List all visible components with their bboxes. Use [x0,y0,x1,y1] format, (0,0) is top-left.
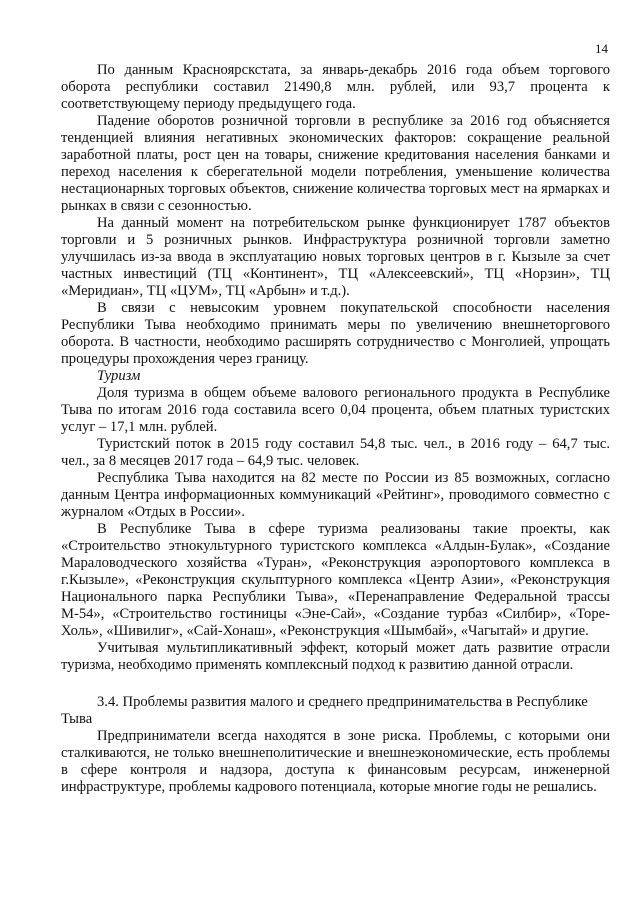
paragraph-consumer-market: На данный момент на потребительском рынке функционирует 1787 объектов торговли и 5 розничных рынков. Инфраструктура розничной торговли заметно улучшилась из-за ввода в эксплуатацию новых торговых центров в г. Кызыле за счет частных инвестиций (ТЦ «Континент», ТЦ «Алексеевский», ТЦ «Норзин», ТЦ «Меридиан», ТЦ «ЦУМ», ТЦ «Арбын» и т.д.). [61,215,610,299]
paragraph-trade-turnover: По данным Красноярскстата, за январь-декабрь 2016 года объем торгового оборота республики составил 21490,8 млн. рублей, или 93,7 процента к соответствующему периоду предыдущего года. [61,62,610,112]
paragraph-foreign-trade: В связи с невысоким уровнем покупательской способности населения Республики Тыва необходимо принимать меры по увеличению внешнеторгового оборота. В частности, необходимо расширять сотрудничество с Монголией, упрощать процедуры прохождения через границу. [61,300,610,367]
page-number: 14 [595,41,608,56]
paragraph-tourism-projects: В Республике Тыва в сфере туризма реализованы такие проекты, как «Строительство этнокультурного туристского комплекса «Алдын-Булак», «Создание Мараловодческого хозяйства «Туран», «Реконструкция аэропортового комплекса в г.Кызыле», «Реконструкция скульптурного комплекса «Центр Азии», «Реконструкция Национального парка Республики Тыва», «Перенаправление Федеральной трассы М-54», «Строительство гостиницы «Эне-Сай», «Создание турбаз «Силбир», «Торе-Холь», «Шивилиг», «Сай-Хонаш», «Реконструкция «Шымбай», «Чагытай» и другие. [61,521,610,639]
page-body [61,62,610,796]
paragraph-tourist-flow: Туристский поток в 2015 году составил 54,8 тыс. чел., в 2016 году – 64,7 тыс. чел., за 8 месяцев 2017 года – 64,9 тыс. человек. [61,436,610,469]
paragraph-retail-decline: Падение оборотов розничной торговли в республике за 2016 год объясняется тенденцией влияния негативных экономических факторов: сокращение реальной заработной платы, рост цен на товары, снижение кредитования населения банками и переход населения к сберегательной модели потребления, уменьшение количества нестационарных торговых объектов, снижение количества торговых мест на ярмарках и рынках в связи с сезонностью. [61,113,610,214]
section-heading: 3.4. Проблемы развития малого и среднего предпринимательства в Республике Тыва [61,694,588,727]
paragraph-entrepreneurs: Предприниматели всегда находятся в зоне риска. Проблемы, с которыми они сталкиваются, не только внешнеполитические и внешнеэкономические, есть проблемы в сфере контроля и надзора, доступа к финансовым ресурсам, инженерной инфраструктуре, проблемы кадрового потенциала, которые многие годы не решались. [61,728,610,795]
paragraph-tourism-approach: Учитывая мультипликативный эффект, который может дать развитие отрасли туризма, необходимо применять комплексный подход к развитию данной отрасли. [61,640,610,673]
paragraph-tourism-rating: Республика Тыва находится на 82 месте по России из 85 возможных, согласно данным Центра информационных коммуникаций «Рейтинг», проводимого совместно с журналом «Отдых в России». [61,470,610,520]
paragraph-tourism-share: Доля туризма в общем объеме валового регионального продукта в Республике Тыва по итогам 2016 года составила всего 0,04 процента, объем платных туристских услуг – 17,1 млн. рублей. [61,385,610,435]
tourism-heading: Туризм [97,368,141,384]
